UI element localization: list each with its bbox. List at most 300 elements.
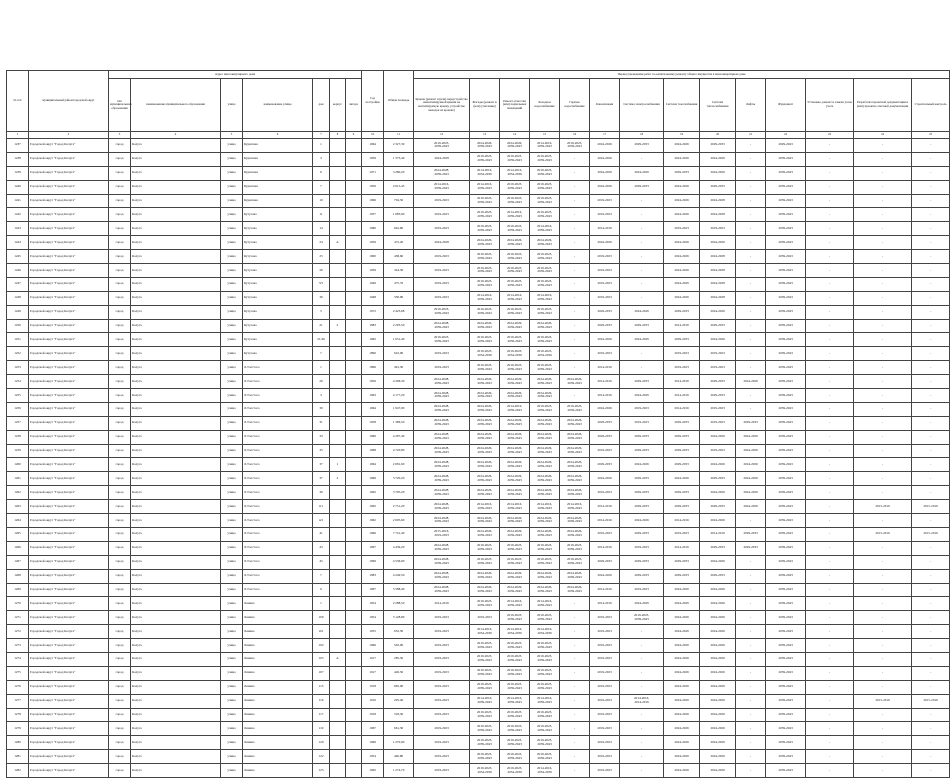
table-cell: - <box>854 625 912 639</box>
column-number: 4 <box>131 132 221 139</box>
table-cell: - <box>736 361 766 375</box>
table-cell: - <box>736 152 766 166</box>
table-cell: 2019-2023, 2039-2043 <box>620 611 664 625</box>
table-cell: 1962 <box>362 486 384 500</box>
column-number: 19 <box>664 132 700 139</box>
table-cell: - <box>560 291 590 305</box>
table-cell: 2024-2026 <box>620 597 664 611</box>
table-cell: Калуга <box>131 347 221 361</box>
table-cell: город <box>109 486 131 500</box>
table-row <box>7 597 950 611</box>
table-cell: 11 <box>313 208 330 222</box>
table-cell: 2024-2026, 2039-2043 <box>470 389 500 403</box>
table-cell: - <box>560 319 590 333</box>
table-cell: - <box>912 444 950 458</box>
table-cell: - <box>912 166 950 180</box>
table-cell: Л.Толстого <box>243 389 313 403</box>
table-cell: улица <box>221 333 243 347</box>
table-cell: - <box>736 625 766 639</box>
table-cell: Л.Толстого <box>243 416 313 430</box>
table-cell: город <box>109 444 131 458</box>
table-row <box>7 430 950 444</box>
table-cell: 1983 <box>362 319 384 333</box>
table-cell: 2019-2023, 2039-2043 <box>500 611 530 625</box>
table-cell: 2029-2033 <box>664 569 700 583</box>
table-cell: город <box>109 764 131 778</box>
table-cell: 2019-2023, 2039-2043 <box>530 305 560 319</box>
table-cell: 2019-2023 <box>620 583 664 597</box>
column-number: 1 <box>7 132 29 139</box>
table-cell: 1964 <box>362 139 384 153</box>
table-cell: улица <box>221 430 243 444</box>
table-cell: 1279 <box>7 722 29 736</box>
table-cell: 2014-2016, 2039-2043 <box>530 694 560 708</box>
table-row <box>7 652 950 666</box>
table-cell: - <box>854 319 912 333</box>
table-cell: 6 <box>313 166 330 180</box>
table-cell: 2019-2023, 2039-2043 <box>530 680 560 694</box>
table-cell: 2024-2026 <box>664 652 700 666</box>
table-cell: - <box>806 680 854 694</box>
table-cell: 2024-2026, 2039-2043 <box>500 514 530 528</box>
table-cell: - <box>560 639 590 653</box>
table-cell: - <box>560 722 590 736</box>
table-cell: 2024-2026 <box>620 333 664 347</box>
table-cell: 2024-2028 <box>414 236 470 250</box>
table-cell: город <box>109 611 131 625</box>
table-cell: улица <box>221 389 243 403</box>
table-cell: 2039-2043 <box>766 291 806 305</box>
table-cell: 2024-2026 <box>620 458 664 472</box>
table-cell: - <box>736 611 766 625</box>
table-cell: 2024-2026 <box>664 236 700 250</box>
table-cell: 2024-2026, 2039-2043 <box>530 569 560 583</box>
table-cell: Городской округ "Город Калуга" <box>29 319 109 333</box>
table-row <box>7 625 950 639</box>
column-header: Лифты <box>736 79 766 132</box>
table-cell: 2039-2043 <box>766 264 806 278</box>
table-cell: 4 249,50 <box>384 569 414 583</box>
table-cell: 2024-2026, 2039-2043 <box>560 444 590 458</box>
table-cell: Городской округ "Город Калуга" <box>29 305 109 319</box>
table-cell: Ленина <box>243 639 313 653</box>
table-cell: Калуга <box>131 444 221 458</box>
table-cell: 665,00 <box>384 680 414 694</box>
table-cell: 2019-2023, 2039-2043 <box>530 555 560 569</box>
table-cell: - <box>912 458 950 472</box>
table-cell: Кутузова <box>243 250 313 264</box>
table-cell: 21/46 <box>313 333 330 347</box>
table-cell: 2024-2026, 2039-2043 <box>530 416 560 430</box>
table-cell: - <box>620 264 664 278</box>
table-cell: - <box>912 250 950 264</box>
table-cell: 2019-2023 <box>590 722 620 736</box>
table-cell: 2019-2023, 2039-2043 <box>500 180 530 194</box>
table-cell: улица <box>221 472 243 486</box>
table-row <box>7 583 950 597</box>
table-row <box>7 444 950 458</box>
table-cell: улица <box>221 750 243 764</box>
table-cell <box>346 236 362 250</box>
table-cell: - <box>806 277 854 291</box>
table-cell: - <box>912 222 950 236</box>
table-cell: - <box>736 680 766 694</box>
table-cell: - <box>736 277 766 291</box>
table-cell <box>330 264 346 278</box>
table-cell <box>346 611 362 625</box>
table-cell: Калуга <box>131 708 221 722</box>
table-cell <box>330 597 346 611</box>
table-cell: 2019-2023, 2039-2043 <box>530 250 560 264</box>
table-cell: Калуга <box>131 486 221 500</box>
table-body <box>7 139 950 778</box>
table-cell: 3/5 <box>313 277 330 291</box>
table-cell <box>346 680 362 694</box>
table-cell: - <box>854 347 912 361</box>
table-cell <box>330 333 346 347</box>
table-cell: 107 <box>313 666 330 680</box>
table-cell: Л.Толстого <box>243 361 313 375</box>
table-cell: - <box>620 236 664 250</box>
table-cell: Калуга <box>131 166 221 180</box>
table-cell: Л.Толстого <box>243 583 313 597</box>
table-cell: 2024-2026, 2039-2043 <box>530 458 560 472</box>
table-cell: 30 <box>313 402 330 416</box>
table-cell: Л.Толстого <box>243 430 313 444</box>
table-cell: - <box>854 236 912 250</box>
table-cell: 10 <box>313 194 330 208</box>
table-cell: 2019-2023, 2039-2043 <box>470 736 500 750</box>
table-cell: 2019-2023, 2039-2043 <box>500 708 530 722</box>
table-row <box>7 736 950 750</box>
table-cell <box>330 611 346 625</box>
table-cell: 2024-2026 <box>664 277 700 291</box>
table-cell: 2024-2026, 2039-2043 <box>500 430 530 444</box>
table-cell: - <box>620 736 664 750</box>
table-cell: город <box>109 277 131 291</box>
table-cell: Калуга <box>131 180 221 194</box>
column-number: 5 <box>221 132 243 139</box>
table-cell: 2029-2033 <box>620 472 664 486</box>
table-cell: 2024-2026 <box>700 458 736 472</box>
table-cell <box>346 514 362 528</box>
table-cell: Городской округ "Город Калуга" <box>29 194 109 208</box>
table-cell: 1252 <box>7 347 29 361</box>
table-cell: улица <box>221 402 243 416</box>
table-cell: - <box>806 472 854 486</box>
table-cell: 1966 <box>362 430 384 444</box>
table-cell: - <box>854 555 912 569</box>
table-cell <box>346 555 362 569</box>
table-cell: 4 177,20 <box>384 389 414 403</box>
table-cell: 2019-2023 <box>590 277 620 291</box>
table-cell: 2029-2033 <box>620 375 664 389</box>
table-cell: 24 <box>313 236 330 250</box>
table-cell: 2019-2023 <box>414 764 470 778</box>
table-cell: 2029-2033 <box>664 500 700 514</box>
table-cell: - <box>912 152 950 166</box>
table-cell: Городской округ "Город Калуга" <box>29 652 109 666</box>
table-cell: 2019-2023, 2039-2043 <box>470 666 500 680</box>
table-cell: улица <box>221 639 243 653</box>
table-cell <box>346 180 362 194</box>
table-cell: 2019-2023 <box>414 611 470 625</box>
table-cell: - <box>560 750 590 764</box>
table-cell: 2024-2028, 2039-2043 <box>414 472 470 486</box>
table-cell: - <box>736 750 766 764</box>
table-cell: 2024-2026, 2039-2043 <box>530 583 560 597</box>
table-cell: 2039-2043 <box>766 180 806 194</box>
table-cell: - <box>912 139 950 153</box>
table-row <box>7 180 950 194</box>
table-cell: 2029-2033 <box>700 500 736 514</box>
table-cell: 2024-2026, 2039-2043 <box>560 514 590 528</box>
column-header: улица <box>221 79 243 132</box>
table-cell: 2039-2043 <box>766 430 806 444</box>
table-cell: 2039-2043 <box>766 305 806 319</box>
table-cell: Калуга <box>131 652 221 666</box>
table-cell: город <box>109 236 131 250</box>
table-cell: 2024-2026 <box>700 736 736 750</box>
column-header: Ремонт отмостки (или) подвальных помещений <box>500 79 530 132</box>
table-cell: 1258 <box>7 430 29 444</box>
table-cell: 2015-2016 <box>854 694 912 708</box>
table-cell: 1960 <box>362 222 384 236</box>
table-cell: 2019-2023 <box>590 736 620 750</box>
table-cell: - <box>736 583 766 597</box>
table-cell: А <box>330 652 346 666</box>
table-cell: - <box>806 708 854 722</box>
table-cell: - <box>736 264 766 278</box>
table-cell: - <box>560 389 590 403</box>
table-cell: - <box>560 250 590 264</box>
table-cell: 2019-2023, 2039-2043 <box>530 361 560 375</box>
table-cell: 2024-2026, 2039-2043 <box>560 527 590 541</box>
table-cell: 2019-2023 <box>700 347 736 361</box>
table-cell: Ленина <box>243 722 313 736</box>
table-cell: - <box>854 152 912 166</box>
table-cell: 2024-2028 <box>700 291 736 305</box>
table-cell: 1273 <box>7 639 29 653</box>
table-cell: 2019-2023 <box>590 194 620 208</box>
table-cell: улица <box>221 222 243 236</box>
column-header: наименование муниципального образования <box>131 79 221 132</box>
table-cell: - <box>806 541 854 555</box>
table-cell: - <box>854 736 912 750</box>
table-cell: 2024-2028, 2039-2043 <box>414 166 470 180</box>
table-cell <box>346 222 362 236</box>
table-cell: 122 <box>313 750 330 764</box>
table-cell: - <box>806 527 854 541</box>
table-cell: 2014-2016, 2014-2016 <box>620 694 664 708</box>
table-cell: 2014-2016, 2039-2043 <box>500 291 530 305</box>
table-cell: - <box>806 194 854 208</box>
table-cell: улица <box>221 569 243 583</box>
table-cell: Л.Толстого <box>243 569 313 583</box>
table-cell: Ленина <box>243 597 313 611</box>
table-cell: 2024-2026, 2039-2043 <box>470 319 500 333</box>
table-cell: Л.Толстого <box>243 500 313 514</box>
table-row <box>7 541 950 555</box>
column-header: Горячее водоснабжение <box>560 79 590 132</box>
column-header: Крыша (ремонт и (или) переустройство невентилируемой крыши на вентилируемую крышу, устройство выходов на кровлю) <box>414 79 470 132</box>
table-cell: 2024-2028, 2039-2043 <box>414 500 470 514</box>
table-row <box>7 361 950 375</box>
table-cell: - <box>736 652 766 666</box>
table-cell: - <box>620 152 664 166</box>
column-header: литера <box>346 79 362 132</box>
table-cell: - <box>854 305 912 319</box>
table-cell: город <box>109 305 131 319</box>
table-cell <box>330 625 346 639</box>
table-cell: город <box>109 583 131 597</box>
table-cell: - <box>806 444 854 458</box>
table-cell: 2024-2026 <box>700 583 736 597</box>
table-cell: 1954 <box>362 611 384 625</box>
table-cell: 1948 <box>362 291 384 305</box>
table-cell: 1247 <box>7 277 29 291</box>
table-cell: Ленина <box>243 764 313 778</box>
table-cell <box>330 569 346 583</box>
table-cell: 2039-2043 <box>766 708 806 722</box>
table-cell: - <box>854 458 912 472</box>
table-cell: - <box>912 319 950 333</box>
table-cell: 1242 <box>7 208 29 222</box>
column-header: Канализация <box>590 79 620 132</box>
table-cell: 2024-2026, 2039-2043 <box>470 375 500 389</box>
column-header: корпус <box>330 79 346 132</box>
table-cell: 2024-2026 <box>700 666 736 680</box>
table-cell: 4 287,40 <box>384 430 414 444</box>
table-cell <box>346 541 362 555</box>
table-cell: - <box>912 597 950 611</box>
column-header: дом <box>313 79 330 132</box>
table-cell: Л.Толстого <box>243 458 313 472</box>
table-cell: Калуга <box>131 680 221 694</box>
table-cell <box>346 472 362 486</box>
table-cell: Калуга <box>131 555 221 569</box>
table-cell: 2019-2023, 2039-2043 <box>530 666 560 680</box>
table-cell: 2024-2026, 2039-2043 <box>470 430 500 444</box>
table-cell: улица <box>221 375 243 389</box>
table-cell: Кутузова <box>243 222 313 236</box>
table-cell: - <box>854 139 912 153</box>
table-cell: 2014-2016 <box>590 583 620 597</box>
table-cell: Городской округ "Город Калуга" <box>29 416 109 430</box>
table-cell: 2019-2023, 2039-2043 <box>560 402 590 416</box>
address-group-header: Адрес многоквартирного дома <box>109 71 362 79</box>
table-cell: 2024-2026 <box>736 444 766 458</box>
table-cell: 1949 <box>362 277 384 291</box>
table-cell <box>346 166 362 180</box>
table-cell: 1276 <box>7 680 29 694</box>
table-cell: 1263 <box>7 500 29 514</box>
table-cell: 2024-2026 <box>700 722 736 736</box>
table-cell: 2014-2016 <box>664 541 700 555</box>
table-cell: 2024-2026 <box>590 166 620 180</box>
table-cell: 2039-2043 <box>766 541 806 555</box>
table-cell: Куршская <box>243 194 313 208</box>
table-cell: 2029-2033 <box>664 430 700 444</box>
table-cell: 2029-2033 <box>736 416 766 430</box>
table-cell: 4 296,30 <box>384 375 414 389</box>
table-cell: - <box>912 750 950 764</box>
table-cell <box>346 486 362 500</box>
table-cell: 2024-2026, 2039-2043 <box>530 486 560 500</box>
table-cell: Калуга <box>131 458 221 472</box>
table-cell: - <box>806 319 854 333</box>
table-cell: 1254 <box>7 375 29 389</box>
table-cell: - <box>736 736 766 750</box>
table-cell: 2024-2026 <box>590 152 620 166</box>
table-cell: Калуга <box>131 236 221 250</box>
table-cell: 2014-2016 <box>664 389 700 403</box>
table-row <box>7 139 950 153</box>
table-cell: 2024-2026 <box>736 472 766 486</box>
table-cell: 2024-2026, 2039-2043 <box>500 444 530 458</box>
table-cell: Кутузова <box>243 291 313 305</box>
table-cell: город <box>109 361 131 375</box>
table-cell: 2024-2028, 2039-2043 <box>414 402 470 416</box>
table-cell: Калуга <box>131 361 221 375</box>
table-cell: - <box>912 277 950 291</box>
table-cell: 2024-2026 <box>620 166 664 180</box>
table-cell <box>330 514 346 528</box>
table-cell: 2039-2043 <box>766 361 806 375</box>
table-cell: 2024-2028, 2039-2043 <box>414 541 470 555</box>
table-cell: 2024-2026 <box>664 597 700 611</box>
table-cell: 2024-2026 <box>664 750 700 764</box>
table-cell: 2029-2033 <box>664 444 700 458</box>
table-cell: - <box>560 194 590 208</box>
table-cell: 2024-2026 <box>664 194 700 208</box>
table-cell: 2024-2026, 2039-2043 <box>560 458 590 472</box>
table-cell: 2014-2016 <box>590 541 620 555</box>
table-cell: Л.Толстого <box>243 555 313 569</box>
table-cell: 440,80 <box>384 750 414 764</box>
table-cell: улица <box>221 347 243 361</box>
table-cell: - <box>560 736 590 750</box>
table-cell: 1958 <box>362 416 384 430</box>
table-cell: - <box>854 597 912 611</box>
table-cell: Л.Толстого <box>243 514 313 528</box>
table-cell: - <box>806 389 854 403</box>
table-cell: 2024-2028 <box>414 152 470 166</box>
table-cell: Калуга <box>131 514 221 528</box>
table-cell: 37 <box>313 458 330 472</box>
table-cell: город <box>109 708 131 722</box>
table-cell: - <box>806 305 854 319</box>
table-cell: 2024-2026, 2039-2043 <box>470 583 500 597</box>
table-cell: город <box>109 569 131 583</box>
table-cell: 1 651,40 <box>384 333 414 347</box>
table-cell: 2014-2016, 2039-2043 <box>530 222 560 236</box>
table-cell: 1962 <box>362 500 384 514</box>
table-cell: - <box>912 708 950 722</box>
table-cell: улица <box>221 514 243 528</box>
table-cell: 438,60 <box>384 250 414 264</box>
table-cell: 2024-2026 <box>620 389 664 403</box>
table-cell: - <box>912 722 950 736</box>
table-cell: город <box>109 527 131 541</box>
table-cell: 2019-2023, 2039-2043 <box>470 264 500 278</box>
table-cell: 2019-2023, 2039-2043 <box>500 666 530 680</box>
table-cell: 39 <box>313 486 330 500</box>
table-cell <box>330 402 346 416</box>
table-row <box>7 458 950 472</box>
table-cell: 318,30 <box>384 708 414 722</box>
table-cell <box>346 694 362 708</box>
